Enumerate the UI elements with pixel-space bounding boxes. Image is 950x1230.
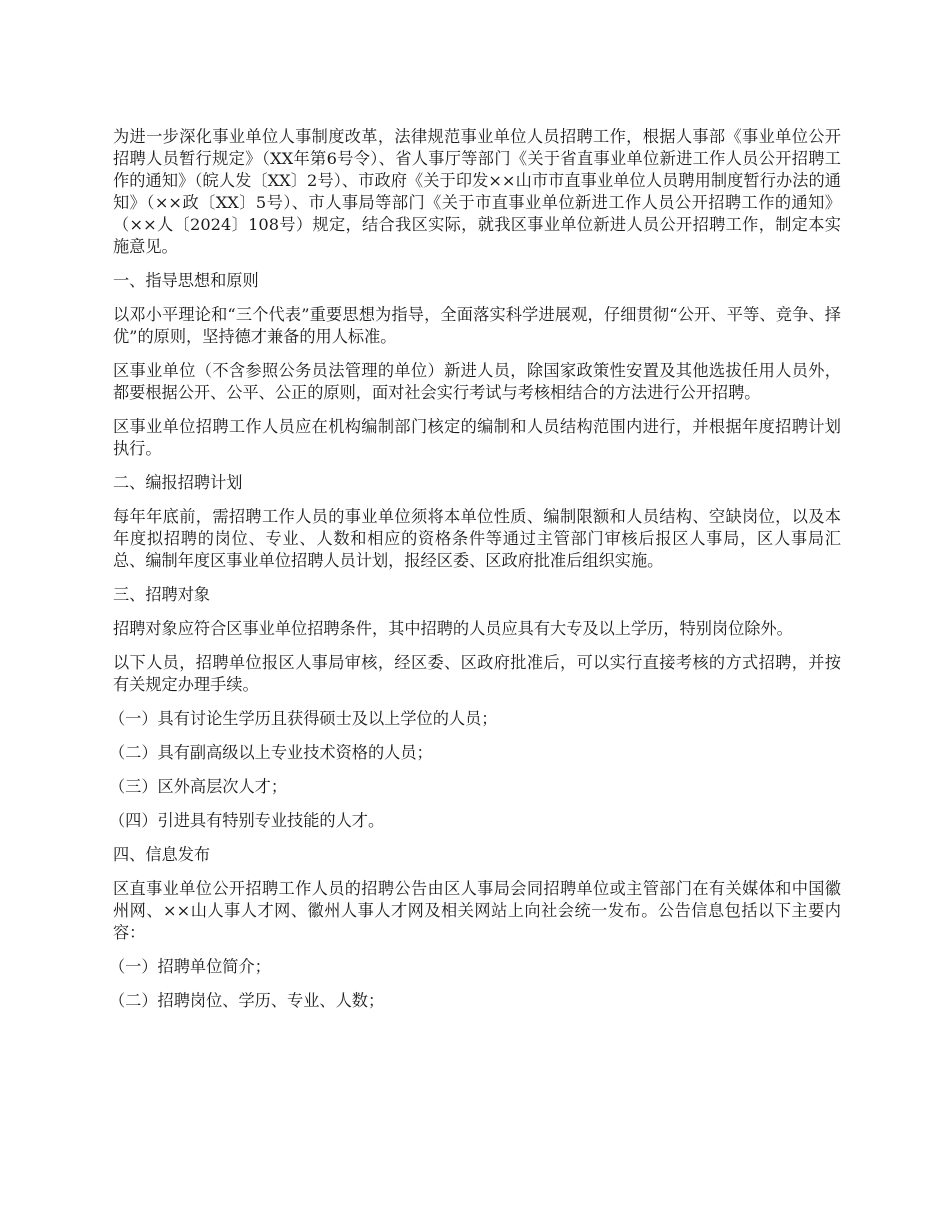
paragraph-guiding-thought: 以邓小平理论和“三个代表”重要思想为指导，全面落实科学进展观，仔细贯彻“公开、平等、竞争、择优”的原则，坚持德才兼备的用人标准。 [113,305,841,346]
paragraph-staffing-scope: 区事业单位招聘工作人员应在机构编制部门核定的编制和人员结构范围内进行，并根据年度招聘计划执行。 [113,417,841,458]
list-item: （三）区外高层次人才； [109,777,288,796]
list-item: （二）招聘岗位、学历、专业、人数； [109,991,385,1010]
document-body [109,126,841,1024]
list-item: （二）具有副高级以上专业技术资格的人员； [109,743,433,762]
list-item: （一）招聘单位简介； [109,957,271,976]
list-item: （一）具有讨论生学历且获得硕士及以上学位的人员； [109,709,498,728]
paragraph-new-personnel: 区事业单位（不含参照公务员法管理的单位）新进人员，除国家政策性安置及其他选拔任用人员外，都要根据公开、公平、公正的原则，面对社会实行考试与考核相结合的方法进行公开招聘。 [113,361,841,402]
paragraph-information-release: 区直事业单位公开招聘工作人员的招聘公告由区人事局会同招聘单位或主管部门在有关媒体和中国徽州网、××山人事人才网、徽州人事人才网及相关网站上向社会统一发布。公告信息包括以下主要内容： [113,879,841,942]
section-heading-4: 四、信息发布 [113,845,211,864]
paragraph-recruitment-plan: 每年年底前，需招聘工作人员的事业单位须将本单位性质、编制限额和人员结构、空缺岗位，以及本年度拟招聘的岗位、专业、人数和相应的资格条件等通过主管部门审核后报区人事局，区人事局汇总、编制年度区事业单位招聘人员计划，报经区委、区政府批准后组织实施。 [113,507,841,570]
section-heading-2: 二、编报招聘计划 [113,473,243,492]
section-heading-1: 一、指导思想和原则 [113,271,259,290]
paragraph-direct-assessment: 以下人员，招聘单位报区人事局审核，经区委、区政府批准后，可以实行直接考核的方式招聘，并按有关规定办理手续。 [113,653,841,694]
section-heading-3: 三、招聘对象 [113,585,211,604]
paragraph-recruitment-target: 招聘对象应符合区事业单位招聘条件，其中招聘的人员应具有大专及以上学历，特别岗位除外。 [113,619,793,638]
intro-paragraph: 为进一步深化事业单位人事制度改革，法律规范事业单位人员招聘工作，根据人事部《事业单位公开招聘人员暂行规定》（XX年第6号令）、省人事厅等部门《关于省直事业单位新进工作人员公开招聘工作的通知》（皖人发〔XX〕2号）、市政府《关于印发××山市市直事业单位人员聘用制度暂行办法的通知》（××政〔XX〕5号）、市人事局等部门《关于市直事业单位新进工作人员公开招聘工作的通知》（××人〔2024〕108号）规定，结合我区实际，就我区事业单位新进人员公开招聘工作，制定本实施意见。 [113,127,841,256]
list-item: （四）引进具有特别专业技能的人才。 [109,811,385,830]
